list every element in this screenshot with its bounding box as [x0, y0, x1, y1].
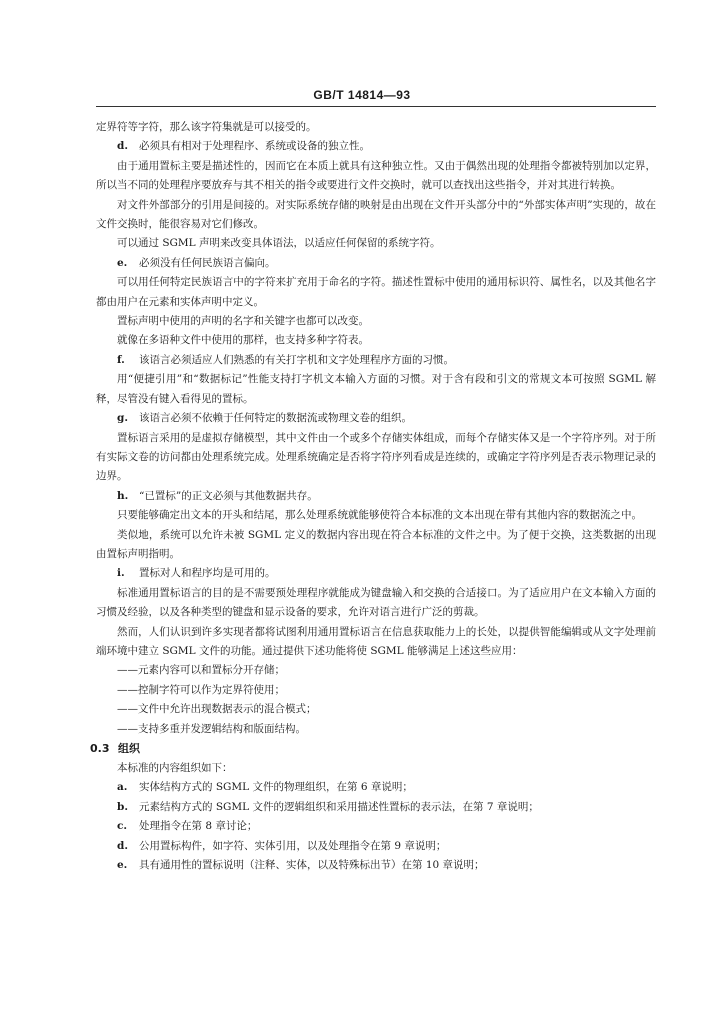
- requirement-item: d. 必须具有相对于处理程序、系统或设备的独立性。: [117, 140, 370, 153]
- header-rule: [96, 106, 656, 107]
- paragraph: 然而，人们认识到许多实现者都将试图利用通用置标语言在信息获取能力上的长处，以提供智能编辑或从文字处理前端环境中建立 SGML 文件的功能。通过提供下述功能将使 SGML 能够满足上述这些应用：: [96, 625, 656, 657]
- section-intro: 本标准的内容组织如下：: [117, 762, 233, 774]
- paragraph: 可以通过 SGML 声明来改变具体语法，以适应任何保留的系统字符。: [117, 237, 441, 250]
- paragraph: 只要能够确定出文本的开头和结尾，那么处理系统就能够使符合本标准的文本出现在带有其他内容的数据流之中。: [117, 509, 642, 522]
- organization-item: d. 公用置标构件，如字符、实体引用，以及处理指令在第 9 章说明；: [117, 839, 447, 852]
- paragraph: 置标语言采用的是虚拟存储模型，其中文件由一个或多个存储实体组成，而每个存储实体又是一个字符序列。对于所有实际文卷的访问都由处理系统完成。处理系统确定是否将字符序列看成是连续的，或确定字符序列是否表示物理记录的边界。: [96, 431, 656, 483]
- feature-dash-item: ——文件中允许出现数据表示的混合模式；: [117, 703, 317, 716]
- section-heading: [90, 739, 656, 759]
- feature-dash-item: ——元素内容可以和置标分开存储；: [117, 664, 285, 677]
- section-number: 0.3: [90, 742, 110, 755]
- section-title: 组织: [118, 742, 140, 755]
- organization-item: c. 处理指令在第 8 章讨论；: [117, 820, 258, 833]
- page-header: GB/T 14814—93: [313, 88, 411, 102]
- requirement-item: h. “已置标”的正文必须与其他数据共存。: [117, 489, 318, 502]
- paragraph: 可以用任何特定民族语言中的字符来扩充用于命名的字符。描述性置标中使用的通用标识符、属性名，以及其他名字都由用户在元素和实体声明中定义。: [96, 276, 656, 308]
- feature-dash-item: ——支持多重并发逻辑结构和版面结构。: [117, 722, 306, 735]
- paragraph: 定界符等字符，那么该字符集就是可以接受的。: [96, 121, 317, 133]
- paragraph: 由于通用置标主要是描述性的，因而它在本质上就具有这种独立性。又由于偶然出现的处理指令都被特别加以定界，所以当不同的处理程序要放弃与其不相关的指令或要进行文件交换时，就可以查找出这些指令，并对其进行转换。: [96, 159, 656, 192]
- paragraph: 用“便捷引用”和“数据标记”性能支持打字机文本输入方面的习惯。对于含有段和引文的常规文本可按照 SGML 解释，尽管没有键入看得见的置标。: [96, 373, 656, 405]
- organization-item: a. 实体结构方式的 SGML 文件的物理组织，在第 6 章说明；: [117, 781, 413, 794]
- paragraph: 置标声明中使用的声明的名字和关键字也都可以改变。: [117, 315, 369, 328]
- requirement-item: g. 该语言必须不依赖于任何特定的数据流或物理文卷的组织。: [117, 412, 412, 425]
- paragraph: 就像在多语种文件中使用的那样，也支持多种字符表。: [117, 334, 369, 347]
- organization-item: b. 元素结构方式的 SGML 文件的逻辑组织和采用描述性置标的表示法，在第 7 章说明；: [117, 800, 539, 813]
- feature-dash-item: ——控制字符可以作为定界符使用；: [117, 683, 285, 696]
- paragraph: 对文件外部部分的引用是间接的。对实际系统存储的映射是由出现在文件开头部分中的“外部实体声明”实现的，故在文件交换时，能很容易对它们修改。: [96, 198, 656, 231]
- document-body: [90, 118, 656, 875]
- paragraph: 标准通用置标语言的目的是不需要预处理程序就能成为键盘输入和交换的合适接口。为了适应用户在文本输入方面的习惯及经验，以及各种类型的键盘和显示设备的要求，允许对语言进行广泛的剪裁。: [96, 586, 656, 619]
- paragraph: 类似地，系统可以允许未被 SGML 定义的数据内容出现在符合本标准的文件之中。为了便于交换，这类数据的出现由置标声明指明。: [96, 528, 656, 560]
- requirement-item: f. 该语言必须适应人们熟悉的有关打字机和文字处理程序方面的习惯。: [117, 353, 454, 366]
- requirement-item: e. 必须没有任何民族语言偏向。: [117, 256, 276, 269]
- requirement-item: i. 置标对人和程序均是可用的。: [117, 567, 276, 580]
- organization-item: e. 具有通用性的置标说明（注释、实体，以及特殊标出节）在第 10 章说明；: [117, 859, 485, 872]
